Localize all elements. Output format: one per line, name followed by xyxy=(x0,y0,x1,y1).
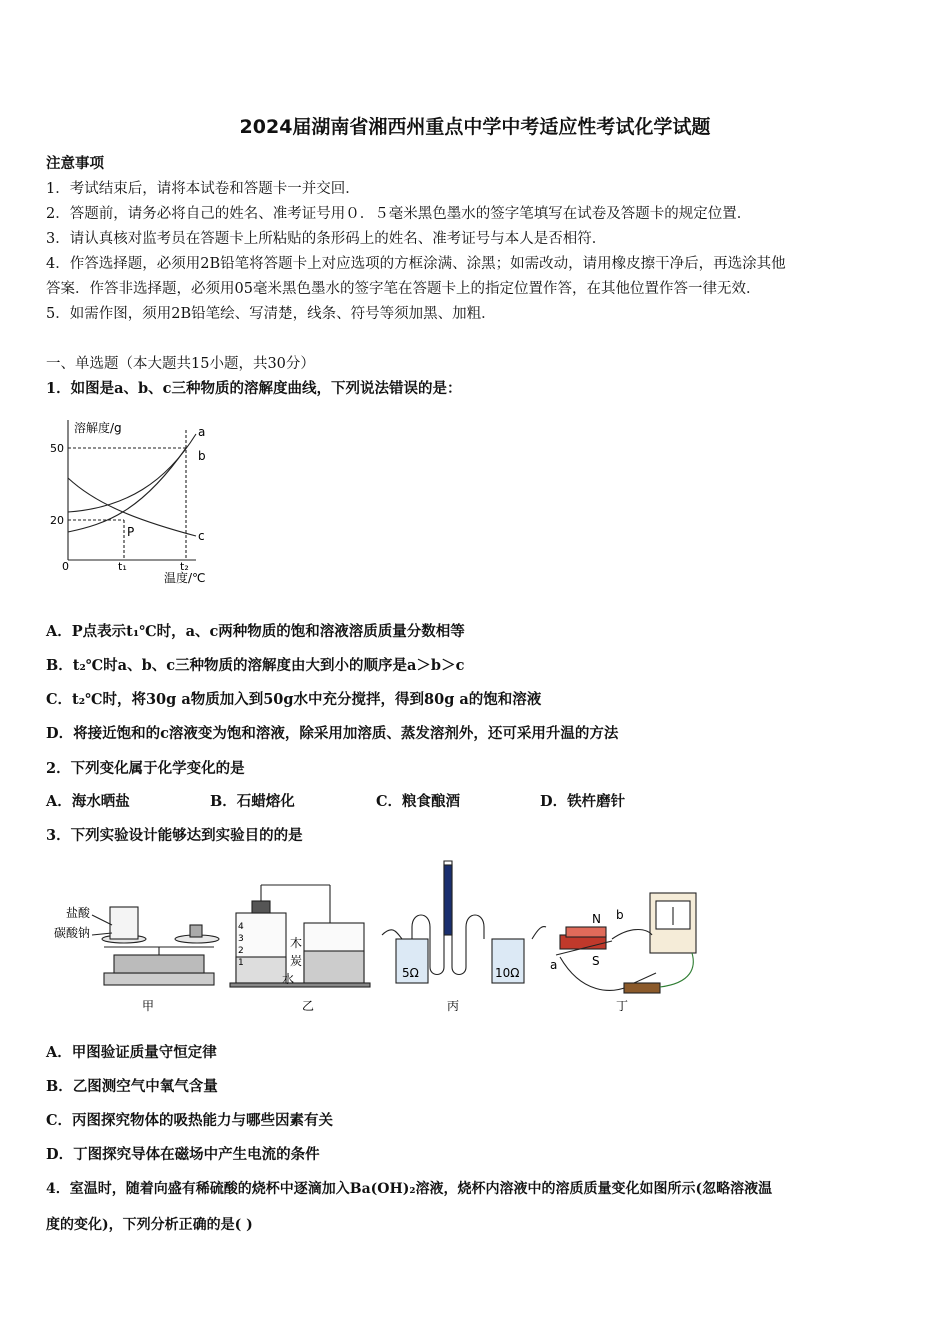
q3-option-a: A．甲图验证质量守恒定律 xyxy=(46,1044,217,1061)
label-b: b xyxy=(616,908,624,922)
curve-c-label: c xyxy=(198,529,205,543)
point-p-label: P xyxy=(127,525,135,539)
balance-apparatus xyxy=(92,907,219,985)
label-r10: 10Ω xyxy=(495,966,520,980)
label-n: N xyxy=(592,912,601,926)
notice-heading: 注意事项 xyxy=(46,155,104,172)
label-na2co3: 碳酸钠 xyxy=(54,926,91,940)
label-s: S xyxy=(592,954,600,968)
q3-option-c: C．丙图探究物体的吸热能力与哪些因素有关 xyxy=(46,1112,334,1129)
section-heading: 一、单选题（本大题共15小题，共30分） xyxy=(46,356,315,372)
q4-stem-line1: 4．室温时，随着向盛有稀硫酸的烧杯中逐滴加入Ba(OH)₂溶液，烧杯内溶液中的溶质质量变化如图所示(忽略溶液温 xyxy=(46,1181,773,1197)
q2-option-c: C．粮食酿酒 xyxy=(376,793,461,810)
notice-item: 答案．作答非选择题，必须用05毫米黑色墨水的签字笔在答题卡上的指定位置作答，在其他位置作答一律无效． xyxy=(46,281,761,297)
q1-option-c: C．t₂℃时，将30g a物质加入到50g水中充分搅拌，得到80g a的饱和溶液 xyxy=(46,691,542,708)
notice-item: 2．答题前，请务必将自己的姓名、准考证号用０．５毫米黑色墨水的签字笔填写在试卷及答题卡的规定位置． xyxy=(46,206,752,222)
graph-ytick-20: 20 xyxy=(50,514,64,527)
curve-a-label: a xyxy=(198,425,206,439)
label-bing: 丙 xyxy=(447,999,460,1013)
notice-item: 4．作答选择题，必须用2B铅笔将答题卡上对应选项的方框涂满、涂黑；如需改动，请用橡皮擦干净后，再选涂其他 xyxy=(46,256,786,272)
q4-stem-line2: 度的变化)，下列分析正确的是( ) xyxy=(46,1217,253,1233)
solubility-graph xyxy=(46,412,226,592)
scale-mark: 3 xyxy=(238,934,244,944)
scale-mark: 4 xyxy=(238,922,244,932)
graph-xtick-t2: t₂ xyxy=(180,560,189,573)
label-r5: 5Ω xyxy=(402,966,419,980)
label-shui: 水 xyxy=(282,972,295,986)
q1-option-b: B．t₂℃时a、b、c三种物质的溶解度由大到小的顺序是a＞b＞c xyxy=(46,657,465,674)
scale-mark: 2 xyxy=(238,946,244,956)
label-jia: 甲 xyxy=(142,999,155,1013)
q1-option-a: A．P点表示t₁℃时，a、c两种物质的饱和溶液溶质质量分数相等 xyxy=(46,623,465,640)
notice-item: 5．如需作图，须用2B铅笔绘、写清楚，线条、符号等须加黑、加粗． xyxy=(46,306,496,322)
q3-option-d: D．丁图探究导体在磁场中产生电流的条件 xyxy=(46,1146,320,1163)
graph-ytick-50: 50 xyxy=(50,442,64,455)
exam-title: 2024届湖南省湘西州重点中学中考适应性考试化学试题 xyxy=(239,116,711,138)
q3-option-b: B．乙图测空气中氧气含量 xyxy=(46,1078,218,1095)
scale-mark: 1 xyxy=(238,958,244,968)
q2-stem: 2．下列变化属于化学变化的是 xyxy=(46,760,245,777)
q2-option-d: D．铁杵磨针 xyxy=(540,793,626,810)
notice-item: 1．考试结束后，请将本试卷和答题卡一并交回． xyxy=(46,181,360,197)
q1-stem: 1．如图是a、b、c三种物质的溶解度曲线，下列说法错误的是： xyxy=(46,380,462,397)
heating-apparatus xyxy=(382,861,546,983)
q2-option-a: A．海水晒盐 xyxy=(46,793,130,810)
label-ding: 丁 xyxy=(616,999,629,1013)
label-tan: 炭 xyxy=(290,954,303,968)
curve-b-label: b xyxy=(198,449,206,463)
graph-xlabel: 温度/℃ xyxy=(164,571,206,585)
label-hcl: 盐酸 xyxy=(66,906,91,920)
q1-option-d: D．将接近饱和的c溶液变为饱和溶液，除采用加溶质、蒸发溶剂外，还可采用升温的方法 xyxy=(46,725,619,742)
q3-experiment-figure xyxy=(52,855,712,1020)
graph-xtick-t1: t₁ xyxy=(118,560,127,573)
label-a: a xyxy=(550,958,558,972)
notice-item: 3．请认真核对监考员在答题卡上所粘贴的条形码上的姓名、准考证号与本人是否相符． xyxy=(46,231,607,247)
q2-option-b: B．石蜡熔化 xyxy=(210,793,295,810)
curve-a xyxy=(68,434,196,512)
graph-ylabel: 溶解度/g xyxy=(74,421,122,435)
graph-origin: 0 xyxy=(62,560,69,573)
label-mu: 木 xyxy=(290,936,303,950)
curve-b xyxy=(68,448,186,532)
q3-stem: 3．下列实验设计能够达到实验目的的是 xyxy=(46,827,303,844)
induction-apparatus xyxy=(556,893,696,993)
label-yi: 乙 xyxy=(302,999,315,1013)
